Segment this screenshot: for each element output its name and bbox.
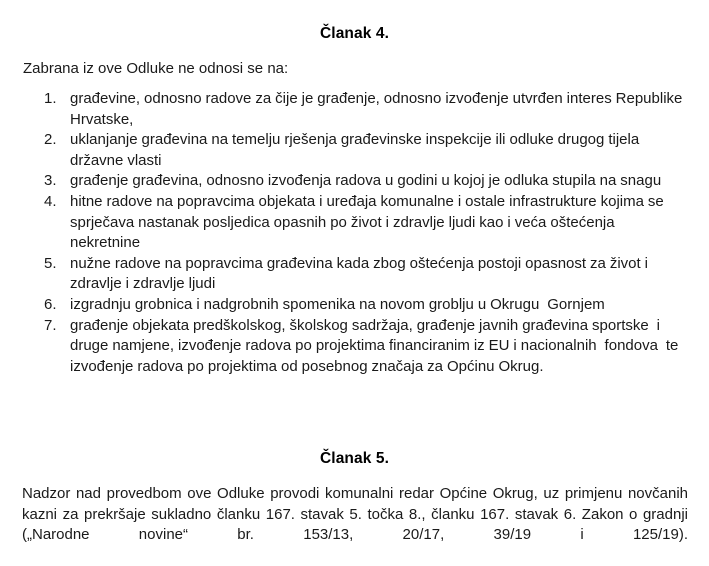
list-item-text: hitne radove na popravcima objekata i uređaja komunalne i ostale infrastrukture kojima se sprječava nastanak posljedica opasnih po život i zdravlje ljudi kao i veća oštećenja nekretnine — [70, 192, 668, 252]
list-item-number: 2. — [44, 131, 57, 149]
article-4-list-container — [0, 89, 709, 377]
article-5-paragraph: Nadzor nad provedbom ove Odluke provodi komunalni redar Općine Okrug, uz primjenu novčanih kazni za prekršaje sukladno članku 167. stavak 5. točka 8., članku 167. stavak 6. Zakon o gradnji („Narodne novine“ br. 153/13, 20/17, 39/19 i 125/19). — [22, 485, 693, 544]
list-item-number: 7. — [44, 316, 57, 334]
list-item-text: građenje građevina, odnosno izvođenja radova u godini u kojoj je odluka stupila na snagu — [70, 172, 662, 190]
list-item-text: građevine, odnosno radove za čije je građenje, odnosno izvođenje utvrđen interes Republike Hrvatske, — [70, 90, 687, 128]
article-4-numbered-list — [0, 89, 709, 377]
article-4-heading: Članak 4. — [320, 25, 389, 42]
list-item-number: 5. — [44, 254, 57, 272]
list-item — [0, 254, 709, 295]
article-4-intro-text: Zabrana iz ove Odluke ne odnosi se na: — [23, 60, 289, 77]
list-item-number: 6. — [44, 295, 57, 313]
list-item-number: 1. — [44, 90, 57, 107]
list-item — [0, 316, 709, 378]
list-item-text: izgradnju grobnica i nadgrobnih spomenika na novom groblju u Okrugu Gornjem — [70, 295, 605, 313]
list-item-text: građenje objekata predškolskog, školskog sadržaja, građenje javnih građevina sportske i druge namjene, izvođenje radova po projektima financiranim iz EU i nacionalnih fondova te izvođenje radova po projektima od posebnog značaja za Općinu Okrug. — [70, 316, 683, 375]
list-item — [0, 192, 709, 254]
article-5-heading: Članak 5. — [320, 450, 389, 467]
list-item-text: nužne radove na popravcima građevina kada zbog oštećenja postoji opasnost za život i zdravlje i zdravlje ljudi — [70, 254, 652, 293]
list-item — [0, 171, 709, 192]
list-item — [0, 295, 709, 316]
list-item-number: 4. — [44, 192, 57, 210]
list-item-text: uklanjanje građevina na temelju rješenja građevinske inspekcije ili odluke drugog tijela državne vlasti — [70, 131, 644, 169]
list-item — [0, 130, 709, 171]
list-item-number: 3. — [44, 172, 57, 190]
article-5-body — [22, 484, 693, 566]
list-item — [0, 89, 709, 130]
